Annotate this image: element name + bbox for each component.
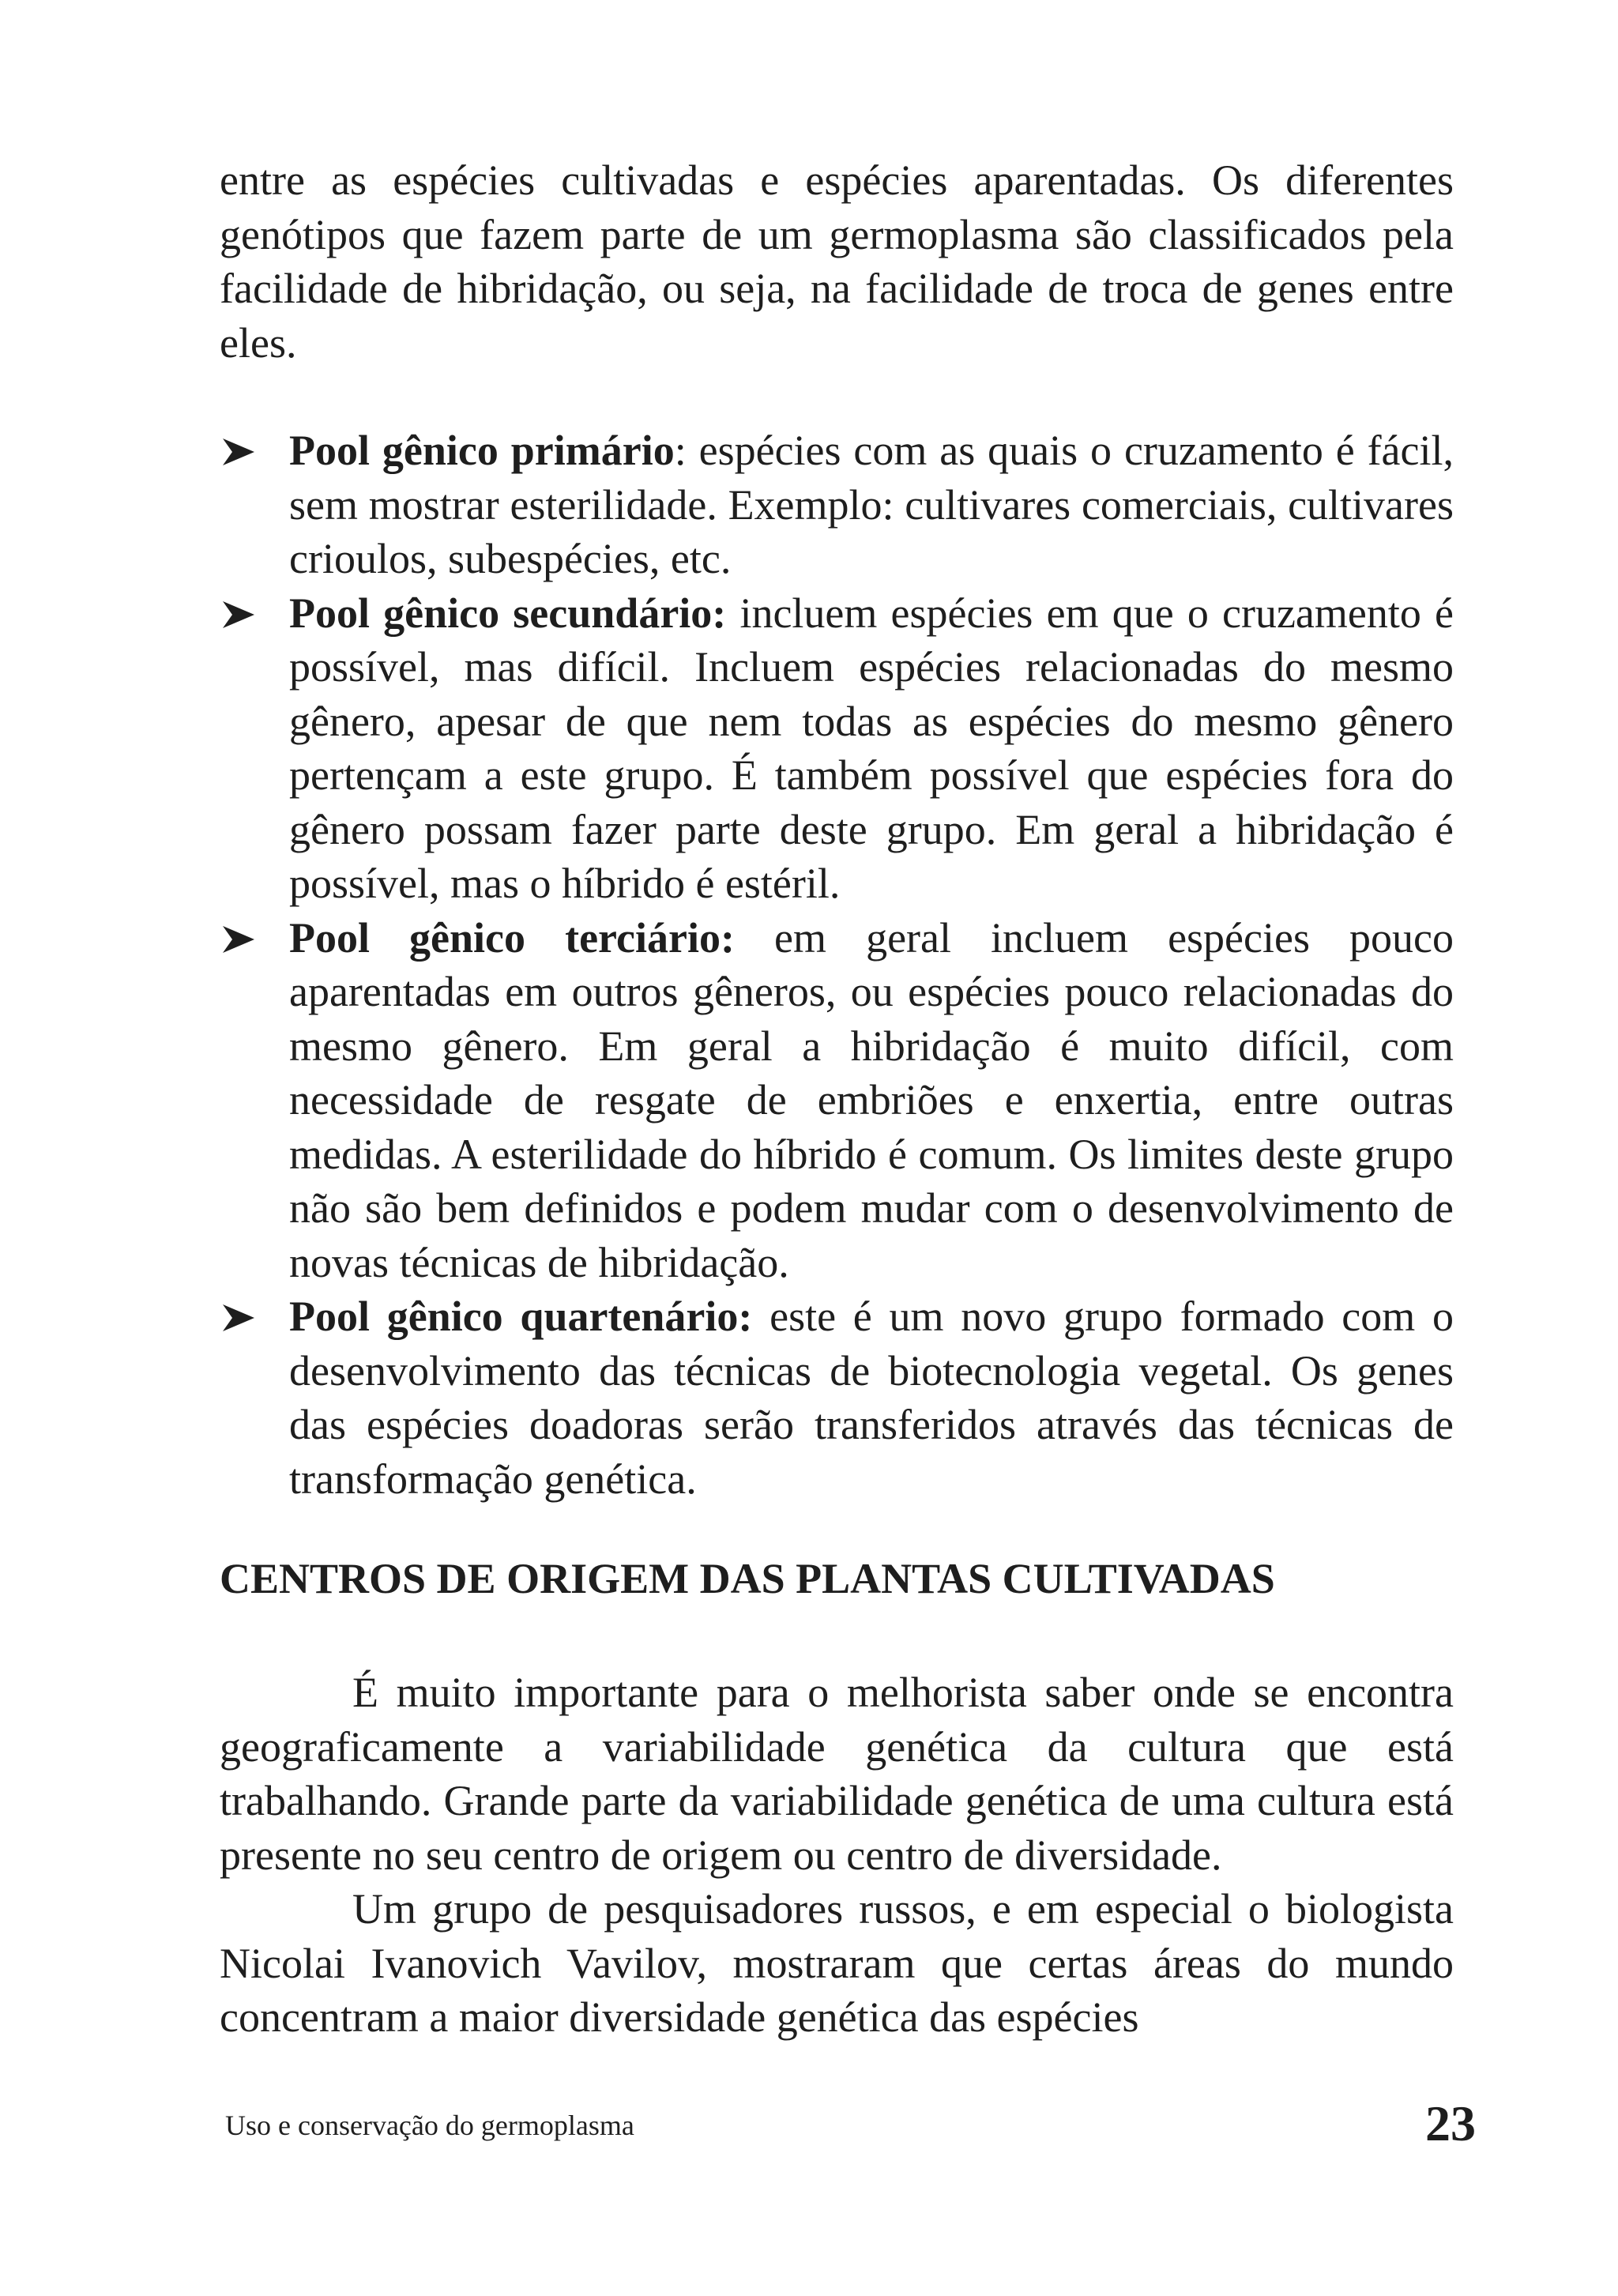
- pool-description: espécies com as quais o cruzamento é fácil, sem mostrar esterilidade. Exemplo: cultivares comerciais, cultivares crioulos, subespécies, etc.: [289, 427, 1454, 582]
- pool-separator: :: [674, 427, 687, 474]
- gene-pool-list: [220, 423, 1454, 1506]
- page-number: 23: [1425, 2095, 1476, 2151]
- footer-title: Uso e conservação do germoplasma: [225, 2110, 634, 2141]
- intro-paragraph: entre as espécies cultivadas e espécies aparentadas. Os diferentes genótipos que fazem parte de um germoplasma são classificados pela facilidade de hibridação, ou seja, na facilidade de troca de genes entre eles.: [220, 156, 1454, 367]
- section-paragraph: Um grupo de pesquisadores russos, e em especial o biologista Nicolai Ivanovich Vavilov, mostraram que certas áreas do mundo concentram a maior diversidade genética das espécies: [220, 1885, 1454, 2041]
- pool-term: Pool gênico quartenário:: [289, 1293, 753, 1340]
- list-item: [220, 911, 1454, 1290]
- arrowhead-bullet-icon: [220, 423, 267, 478]
- pool-term: Pool gênico terciário:: [289, 913, 735, 962]
- section-heading: CENTROS DE ORIGEM DAS PLANTAS CULTIVADAS: [220, 1555, 1275, 1602]
- arrowhead-bullet-icon: [220, 911, 267, 965]
- pool-description: em geral incluem espécies pouco aparentadas em outros gêneros, ou espécies pouco relacionadas do mesmo gênero. Em geral a hibridação é muito difícil, com necessidade de resgate de embriões e enxertia, entre outras medidas. A esterilidade do híbrido é comum. Os limites deste grupo não são bem definidos e podem mudar com o desenvolvimento de novas técnicas de hibridação.: [289, 913, 1454, 1286]
- section-body: [220, 1666, 1454, 2045]
- list-item: [220, 586, 1454, 911]
- pool-term: Pool gênico primário: [289, 427, 675, 474]
- pool-description: incluem espécies em que o cruzamento é possível, mas difícil. Incluem espécies relacionadas do mesmo gênero, apesar de que nem todas as espécies do mesmo gênero pertençam a este grupo. É também possível que espécies fora do gênero possam fazer parte deste grupo. Em geral a hibridação é possível, mas o híbrido é estéril.: [289, 589, 1454, 907]
- arrowhead-bullet-icon: [220, 1289, 267, 1344]
- list-item: [220, 1289, 1454, 1506]
- pool-term: Pool gênico secundário:: [289, 589, 727, 637]
- arrowhead-bullet-icon: [220, 586, 267, 641]
- pool-description: este é um novo grupo formado com o desenvolvimento das técnicas de biotecnologia vegetal. Os genes das espécies doadoras serão transferidos através das técnicas de transformação genética.: [289, 1293, 1454, 1503]
- section-paragraph: É muito importante para o melhorista saber onde se encontra geograficamente a variabilidade genética da cultura que está trabalhando. Grande parte da variabilidade genética de uma cultura está presente no seu centro de origem ou centro de diversidade.: [220, 1669, 1454, 1879]
- list-item: [220, 423, 1454, 586]
